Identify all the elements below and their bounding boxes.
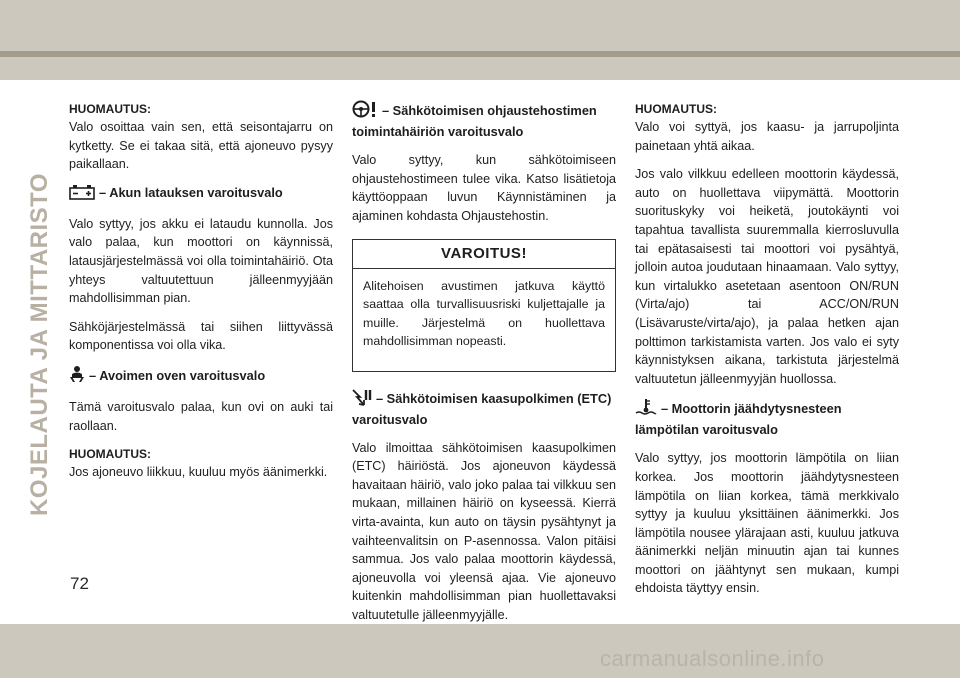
steering-warning-title: – Sähkötoimisen ohjaustehostimen toimintahäiriön varoitusvalo <box>352 103 597 139</box>
coolant-warning-heading <box>635 398 899 439</box>
column-2 <box>352 100 616 635</box>
note-text-3: Valo voi syttyä, jos kaasu- ja jarrupoljinta painetaan yhtä aikaa. <box>635 120 899 153</box>
etc-warning-title: – Sähkötoimisen kaasupolkimen (ETC) varoitusvalo <box>352 390 612 427</box>
note-heading: HUOMAUTUS: <box>69 102 151 116</box>
warning-box <box>352 239 616 371</box>
coolant-temperature-icon <box>635 398 657 421</box>
top-band-stripe <box>0 51 960 57</box>
column-3 <box>635 100 899 608</box>
battery-warning-heading <box>69 184 333 205</box>
battery-paragraph-1: Valo syttyy, jos akku ei lataudu kunnolla. Jos valo palaa, kun moottori on käynnissä, latausjärjestelmässä voi olla toimintahäiriö. Ota yhteys valtuutettuun jälleenmyyjään mahdollisimman pian. <box>69 216 333 306</box>
door-open-icon <box>69 365 85 388</box>
battery-warning-title: – Akun latauksen varoitusvalo <box>99 184 283 200</box>
warning-box-title: VAROITUS! <box>353 240 615 269</box>
door-warning-title: – Avoimen oven varoitusvalo <box>89 367 266 383</box>
warning-box-text: Alitehoisen avustimen jatkuva käyttö saattaa olla turvallisuusriski kuljettajalle ja muille. Järjestelmä on huollettava mahdollisimman nopeasti. <box>363 278 605 349</box>
lightning-throttle-icon <box>352 388 372 411</box>
watermark: carmanualsonline.info <box>600 646 825 671</box>
battery-icon <box>69 184 95 205</box>
steering-paragraph-1: Valo syttyy, kun sähkötoimiseen ohjaustehostimeen tulee vika. Katso lisätietoja käyttöoppaan luvun Käynnistäminen ja ajaminen kohdasta Ohjaustehostin. <box>352 153 616 223</box>
note-heading-2: HUOMAUTUS: <box>69 447 151 462</box>
battery-paragraph-2: Sähköjärjestelmässä tai siihen liittyvässä komponentissa voi olla vika. <box>69 319 333 353</box>
column-1 <box>69 100 333 492</box>
side-section-title: KOJELAUTA JA MITTARISTO <box>26 172 53 516</box>
coolant-paragraph-1: Valo syttyy, jos moottorin lämpötila on liian korkea. Jos moottorin jäähdytysnesteen lämpötila on liian korkea, tämä merkkivalo syttyy ja kuuluu yksittäinen äänimerkki. Jos lämpötila nousee ylärajaan asti, kuuluu jatkuva äänimerkki neljän minuutin ajan tai kunnes moottori on jäähtynyt sen mukaan, kumpi ehdoista täyttyy ensin. <box>635 451 899 596</box>
door-paragraph-1: Tämä varoitusvalo palaa, kun ovi on auki tai raollaan. <box>69 399 333 433</box>
steering-warning-heading <box>352 100 616 141</box>
column3-paragraph-1: Jos valo vilkkuu edelleen moottorin käydessä, auto on huollettava viipymättä. Moottorin suorituskyky voi heiketä, joutokäynti voi tapahtua tavallista suuremmalla kierrosluvulla tai epätasaisesti tai moottori voi pysähtyä, jolloin autoa joudutaan hinaamaan. Valo syttyy, kun virtalukko asetetaan asentoon ON/RUN (Virta/ajo) tai ACC/ON/RUN (Lisävaruste/virta/ajo), ja palaa hetken ajan polttimon tarkistamista varten. Jos valo ei syty käynnistyksen aikana, tarkistuta järjestelmä valtuutetun jälleenmyyjän huollossa. <box>635 167 899 386</box>
etc-warning-heading <box>352 388 616 429</box>
top-band <box>0 0 960 80</box>
note-heading-3: HUOMAUTUS: <box>635 102 717 116</box>
etc-paragraph-1: Valo ilmoittaa sähkötoimisen kaasupolkimen (ETC) häiriöstä. Jos ajoneuvon käydessä havaitaan häiriö, valo joko palaa tai vilkkuu sen mukaan, millainen häiriö on kyseessä. Kierrä virta-avainta, kun auto on täysin pysähtynyt ja vaihteenvalitsin on P-asennossa. Valon pitäisi sammua. Jos valo palaa moottorin käydessä, ajoneuvolla voi yleensä ajaa. Vie ajoneuvo kuitenkin mahdollisimman pian huollettavaksi valtuutetulle jälleenmyyjälle. <box>352 440 616 622</box>
steering-wheel-warning-icon <box>352 100 378 123</box>
coolant-warning-title: – Moottorin jäähdytysnesteen lämpötilan varoitusvalo <box>635 401 842 438</box>
door-warning-heading <box>69 365 333 388</box>
note-text-2: Jos ajoneuvo liikkuu, kuuluu myös äänimerkki. <box>69 465 328 480</box>
page-number: 72 <box>70 574 89 593</box>
note-text: Valo osoittaa vain sen, että seisontajarru on kytketty. Se ei takaa sitä, että ajoneuvo pysyy paikallaan. <box>69 120 333 172</box>
